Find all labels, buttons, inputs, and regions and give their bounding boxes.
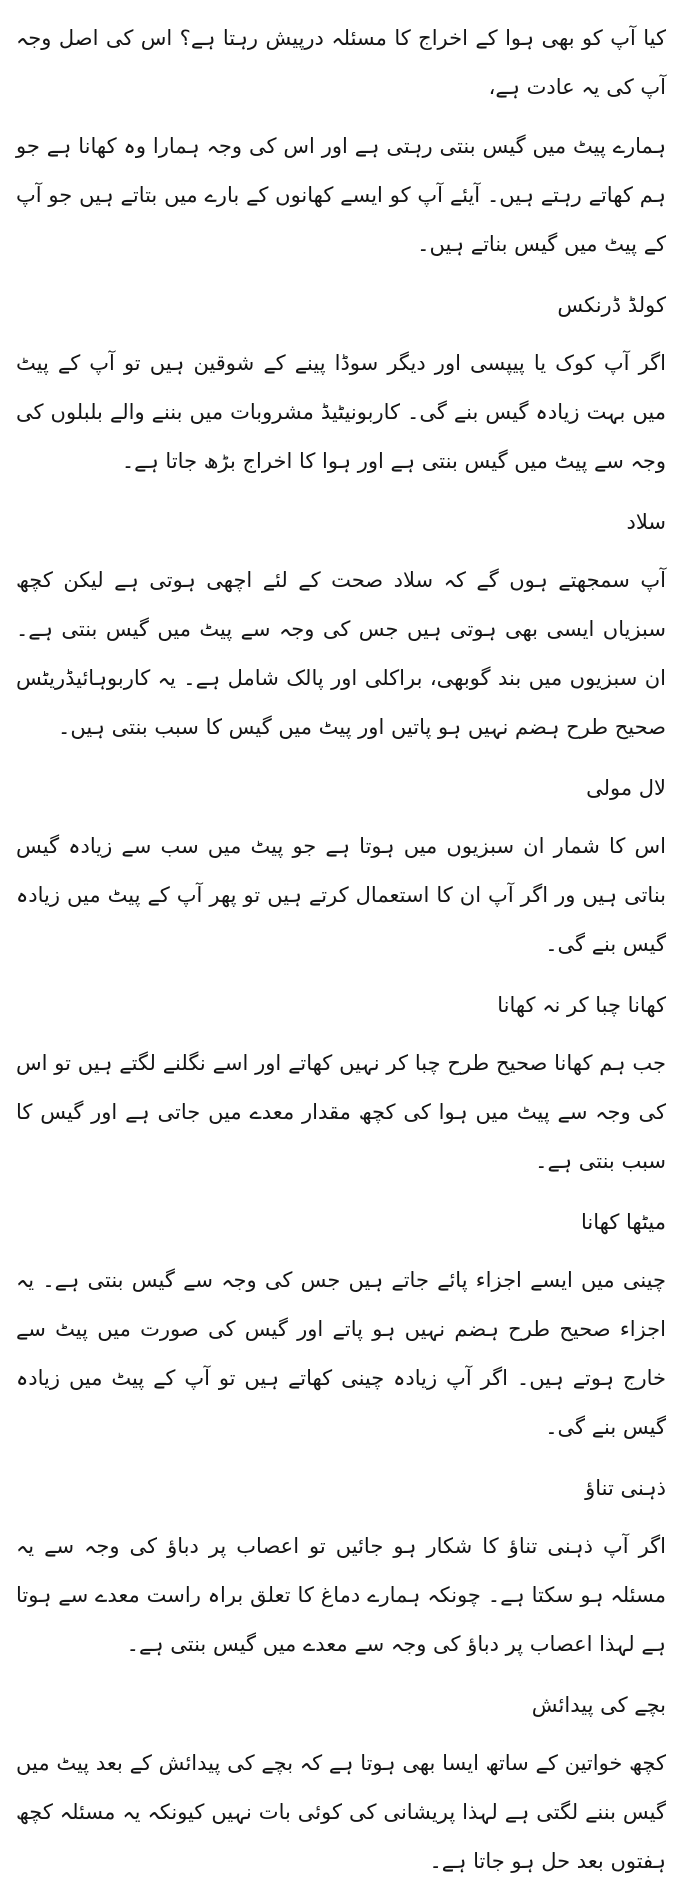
section-body-stress: اگر آپ ذہنی تناؤ کا شکار ہو جائیں تو اعصاب پر دباؤ کی وجہ سے یہ مسئلہ ہو سکتا ہے۔ چونکہ ہمارے دماغ کا تعلق براہ راست معدے سے ہوتا ہے لہذا اعصاب پر دباؤ کی وجہ سے معدے میں گیس بنتی ہے۔ xyxy=(16,1534,666,1656)
section-heading-radish: لال مولی xyxy=(586,776,666,800)
section-heading-childbirth: بچے کی پیدائش xyxy=(531,1693,666,1717)
section-body-radish: اس کا شمار ان سبزیوں میں ہوتا ہے جو پیٹ میں سب سے زیادہ گیس بناتی ہیں ور اگر آپ ان کا استعمال کرتے ہیں تو پھر آپ کے پیٹ میں زیادہ گیس بنے گی۔ xyxy=(16,834,666,956)
section-heading-not-chewing: کھانا چبا کر نہ کھانا xyxy=(497,993,666,1017)
section-body-salad: آپ سمجھتے ہوں گے کہ سلاد صحت کے لئے اچھی ہوتی ہے لیکن کچھ سبزیاں ایسی بھی ہوتی ہیں جس کی وجہ سے پیٹ میں گیس بنتی ہے۔ ان سبزیوں میں بند گوبھی، براکلی اور پالک شامل ہے۔ یہ کاربوہائیڈریٹس صحیح طرح ہضم نہیں ہو پاتیں اور پیٹ میں گیس کا سبب بنتی ہیں۔ xyxy=(16,568,666,739)
section-heading-cold-drinks: کولڈ ڈرنکس xyxy=(557,293,666,317)
intro-question: کیا آپ کو بھی ہوا کے اخراج کا مسئلہ درپیش رہتا ہے؟ اس کی اصل وجہ آپ کی یہ عادت ہے، xyxy=(16,26,666,99)
section-heading-sweet-food: میٹھا کھانا xyxy=(581,1210,666,1234)
section-body-childbirth: کچھ خواتین کے ساتھ ایسا بھی ہوتا ہے کہ بچے کی پیدائش کے بعد پیٹ میں گیس بننے لگتی ہے لہذا پریشانی کی کوئی بات نہیں کیونکہ یہ مسئلہ کچھ ہفتوں بعد حل ہو جاتا ہے۔ xyxy=(16,1751,666,1873)
section-heading-salad: سلاد xyxy=(626,510,666,534)
intro-text: ہمارے پیٹ میں گیس بنتی رہتی ہے اور اس کی وجہ ہمارا وہ کھانا ہے جو ہم کھاتے رہتے ہیں۔ آیئے آپ کو ایسے کھانوں کے بارے میں بتاتے ہیں جو آپ کے پیٹ میں گیس بناتے ہیں۔ xyxy=(16,134,666,256)
section-heading-stress: ذہنی تناؤ xyxy=(585,1476,666,1500)
section-body-cold-drinks: اگر آپ کوک یا پیپسی اور دیگر سوڈا پینے کے شوقین ہیں تو آپ کے پیٹ میں بہت زیادہ گیس بنے گی۔ کاربونیٹیڈ مشروبات میں بننے والے بلبلوں کی وجہ سے پیٹ میں گیس بنتی ہے اور ہوا کا اخراج بڑھ جاتا ہے۔ xyxy=(16,351,666,473)
section-body-not-chewing: جب ہم کھانا صحیح طرح چبا کر نہیں کھاتے اور اسے نگلنے لگتے ہیں تو اس کی وجہ سے پیٹ میں ہوا کی کچھ مقدار معدے میں جاتی ہے اور گیس کا سبب بنتی ہے۔ xyxy=(16,1051,666,1173)
section-body-sweet-food: چینی میں ایسے اجزاء پائے جاتے ہیں جس کی وجہ سے گیس بنتی ہے۔ یہ اجزاء صحیح طرح ہضم نہیں ہو پاتے اور گیس کی صورت میں پیٹ سے خارج ہوتے ہیں۔ اگر آپ زیادہ چینی کھاتے ہیں تو آپ کے پیٹ میں زیادہ گیس بنے گی۔ xyxy=(16,1268,666,1439)
